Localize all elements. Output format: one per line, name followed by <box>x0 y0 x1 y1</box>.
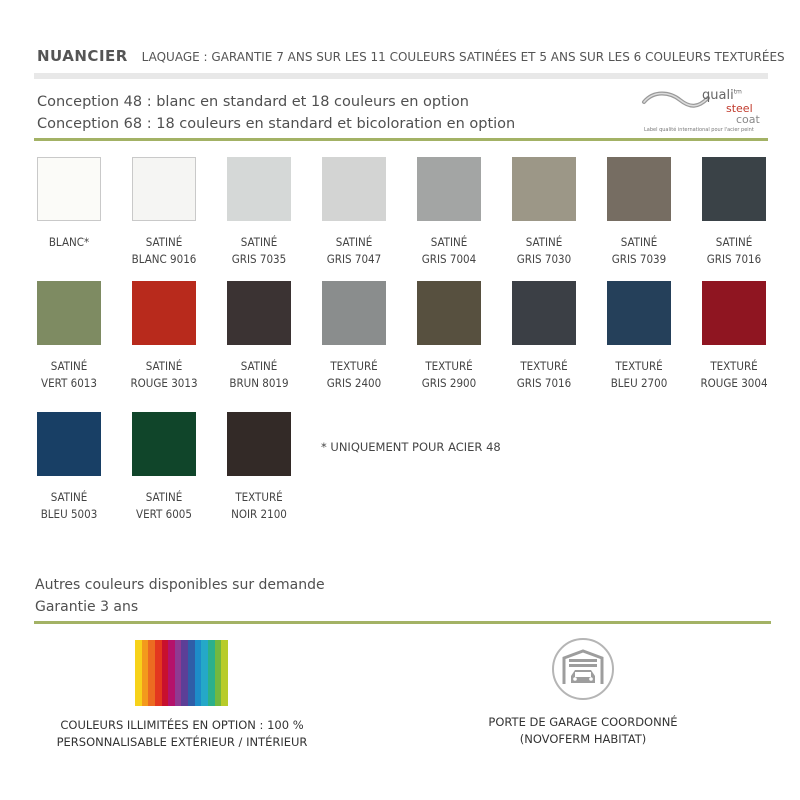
color-stripes-icon <box>135 640 228 706</box>
swatch-label-line1: SATINÉ <box>430 235 468 249</box>
swatch-label-line2: GRIS 7004 <box>421 252 477 266</box>
footer-divider <box>34 621 771 624</box>
swatch-label-line1: SATINÉ <box>50 359 88 373</box>
color-stripe <box>175 640 182 706</box>
color-swatch <box>512 157 576 221</box>
color-stripe <box>135 640 142 706</box>
section-divider <box>34 138 768 141</box>
swatch-label-line2: GRIS 2900 <box>421 376 477 390</box>
swatch-label-line1: TEXTURÉ <box>235 490 283 504</box>
swatch-label-line1: SATINÉ <box>525 235 563 249</box>
color-swatch <box>322 281 386 345</box>
swatch-label-line2: BLEU 5003 <box>40 507 98 521</box>
color-stripe <box>195 640 202 706</box>
swatch-label-line1: SATINÉ <box>715 235 753 249</box>
swatch-label-line2: GRIS 2400 <box>326 376 382 390</box>
color-stripe <box>221 640 228 706</box>
color-swatch <box>607 281 671 345</box>
color-swatch <box>132 412 196 476</box>
color-stripe <box>208 640 215 706</box>
color-swatch <box>37 412 101 476</box>
conception-48-text: Conception 48 : blanc en standard et 18 couleurs en option <box>37 94 469 110</box>
logo-tm-text: tm <box>733 88 742 96</box>
swatch-label-line1: TEXTURÉ <box>710 359 758 373</box>
color-stripe <box>201 640 208 706</box>
unlimited-colors-caption <box>42 717 322 751</box>
swatch-label-line1: SATINÉ <box>145 235 183 249</box>
swatch-label-line2: BLANC 9016 <box>131 252 197 266</box>
swatch-label-line2: GRIS 7030 <box>516 252 572 266</box>
swatch-label-line2: BLEU 2700 <box>610 376 668 390</box>
color-swatch <box>607 157 671 221</box>
swatch-label <box>199 489 319 523</box>
swatch-label-line2: BRUN 8019 <box>229 376 289 390</box>
swatch-label-line1: SATINÉ <box>620 235 658 249</box>
color-swatch <box>322 157 386 221</box>
color-swatch <box>417 281 481 345</box>
swatch-label-line1: TEXTURÉ <box>425 359 473 373</box>
color-stripe <box>181 640 188 706</box>
logo-steel-text: steel <box>726 102 753 115</box>
color-stripe <box>215 640 222 706</box>
logo-coat-text: coat <box>736 113 760 126</box>
swatch-label-line2: VERT 6005 <box>136 507 192 521</box>
swatch-label-line2: GRIS 7047 <box>326 252 382 266</box>
swatch-label-line1: SATINÉ <box>335 235 373 249</box>
header <box>37 47 785 69</box>
swatch-label-line2: VERT 6013 <box>41 376 97 390</box>
swatch-label-line1: SATINÉ <box>240 359 278 373</box>
footnote: * UNIQUEMENT POUR ACIER 48 <box>321 440 501 454</box>
color-swatch <box>227 412 291 476</box>
swatch-label-line1: SATINÉ <box>145 490 183 504</box>
color-stripe <box>155 640 162 706</box>
color-swatch <box>512 281 576 345</box>
swatch-label-line1: SATINÉ <box>50 490 88 504</box>
color-swatch <box>37 281 101 345</box>
garage-line2: (NOVOFERM HABITAT) <box>519 732 647 746</box>
color-swatch <box>417 157 481 221</box>
garage-line1: PORTE DE GARAGE COORDONNÉ <box>488 715 678 729</box>
swatch-label-line2: ROUGE 3004 <box>700 376 768 390</box>
color-stripe <box>168 640 175 706</box>
header-subtitle: LAQUAGE : GARANTIE 7 ANS SUR LES 11 COULEURS SATINÉES ET 5 ANS SUR LES 6 COULEURS TEXTURÉES <box>141 50 785 64</box>
swatch-label-line1: TEXTURÉ <box>520 359 568 373</box>
swatch-label-line2: NOIR 2100 <box>231 507 287 521</box>
swatch-label-line2: GRIS 7039 <box>611 252 667 266</box>
color-swatch <box>132 157 196 221</box>
swatch-label-line1: SATINÉ <box>240 235 278 249</box>
swatch-label-line2: ROUGE 3013 <box>130 376 198 390</box>
conception-68-text: Conception 68 : 18 couleurs en standard et bicoloration en option <box>37 116 516 132</box>
unlimited-line2: PERSONNALISABLE EXTÉRIEUR / INTÉRIEUR <box>56 735 308 749</box>
swatch-label-line2: GRIS 7035 <box>231 252 287 266</box>
color-swatch <box>227 281 291 345</box>
page-title: NUANCIER <box>37 47 128 65</box>
other-colors-text: Autres couleurs disponibles sur demande <box>35 577 325 593</box>
color-swatch <box>37 157 101 221</box>
swatch-label-line1: TEXTURÉ <box>615 359 663 373</box>
color-stripe <box>142 640 149 706</box>
garage-door-icon <box>551 637 615 701</box>
swatch-label-line2: GRIS 7016 <box>516 376 572 390</box>
color-stripe <box>148 640 155 706</box>
swatch-label-line2: GRIS 7016 <box>706 252 762 266</box>
color-swatch <box>227 157 291 221</box>
swatch-label <box>674 234 794 268</box>
color-stripe <box>162 640 169 706</box>
logo-quali-text: quali <box>702 88 734 103</box>
swatch-label-line1: BLANC* <box>48 235 90 249</box>
header-divider <box>34 73 768 79</box>
swatch-label-line1: TEXTURÉ <box>330 359 378 373</box>
warranty-text: Garantie 3 ans <box>35 599 139 615</box>
logo-tagline: Label qualité international pour l'acier peint <box>644 127 754 133</box>
color-swatch <box>702 157 766 221</box>
garage-caption <box>463 714 703 748</box>
color-stripe <box>188 640 195 706</box>
swatch-label <box>674 358 794 392</box>
swatch-label-line1: SATINÉ <box>145 359 183 373</box>
qualisteelcoat-logo <box>640 86 770 136</box>
color-swatch <box>702 281 766 345</box>
unlimited-line1: COULEURS ILLIMITÉES EN OPTION : 100 % <box>60 718 304 732</box>
color-swatch <box>132 281 196 345</box>
